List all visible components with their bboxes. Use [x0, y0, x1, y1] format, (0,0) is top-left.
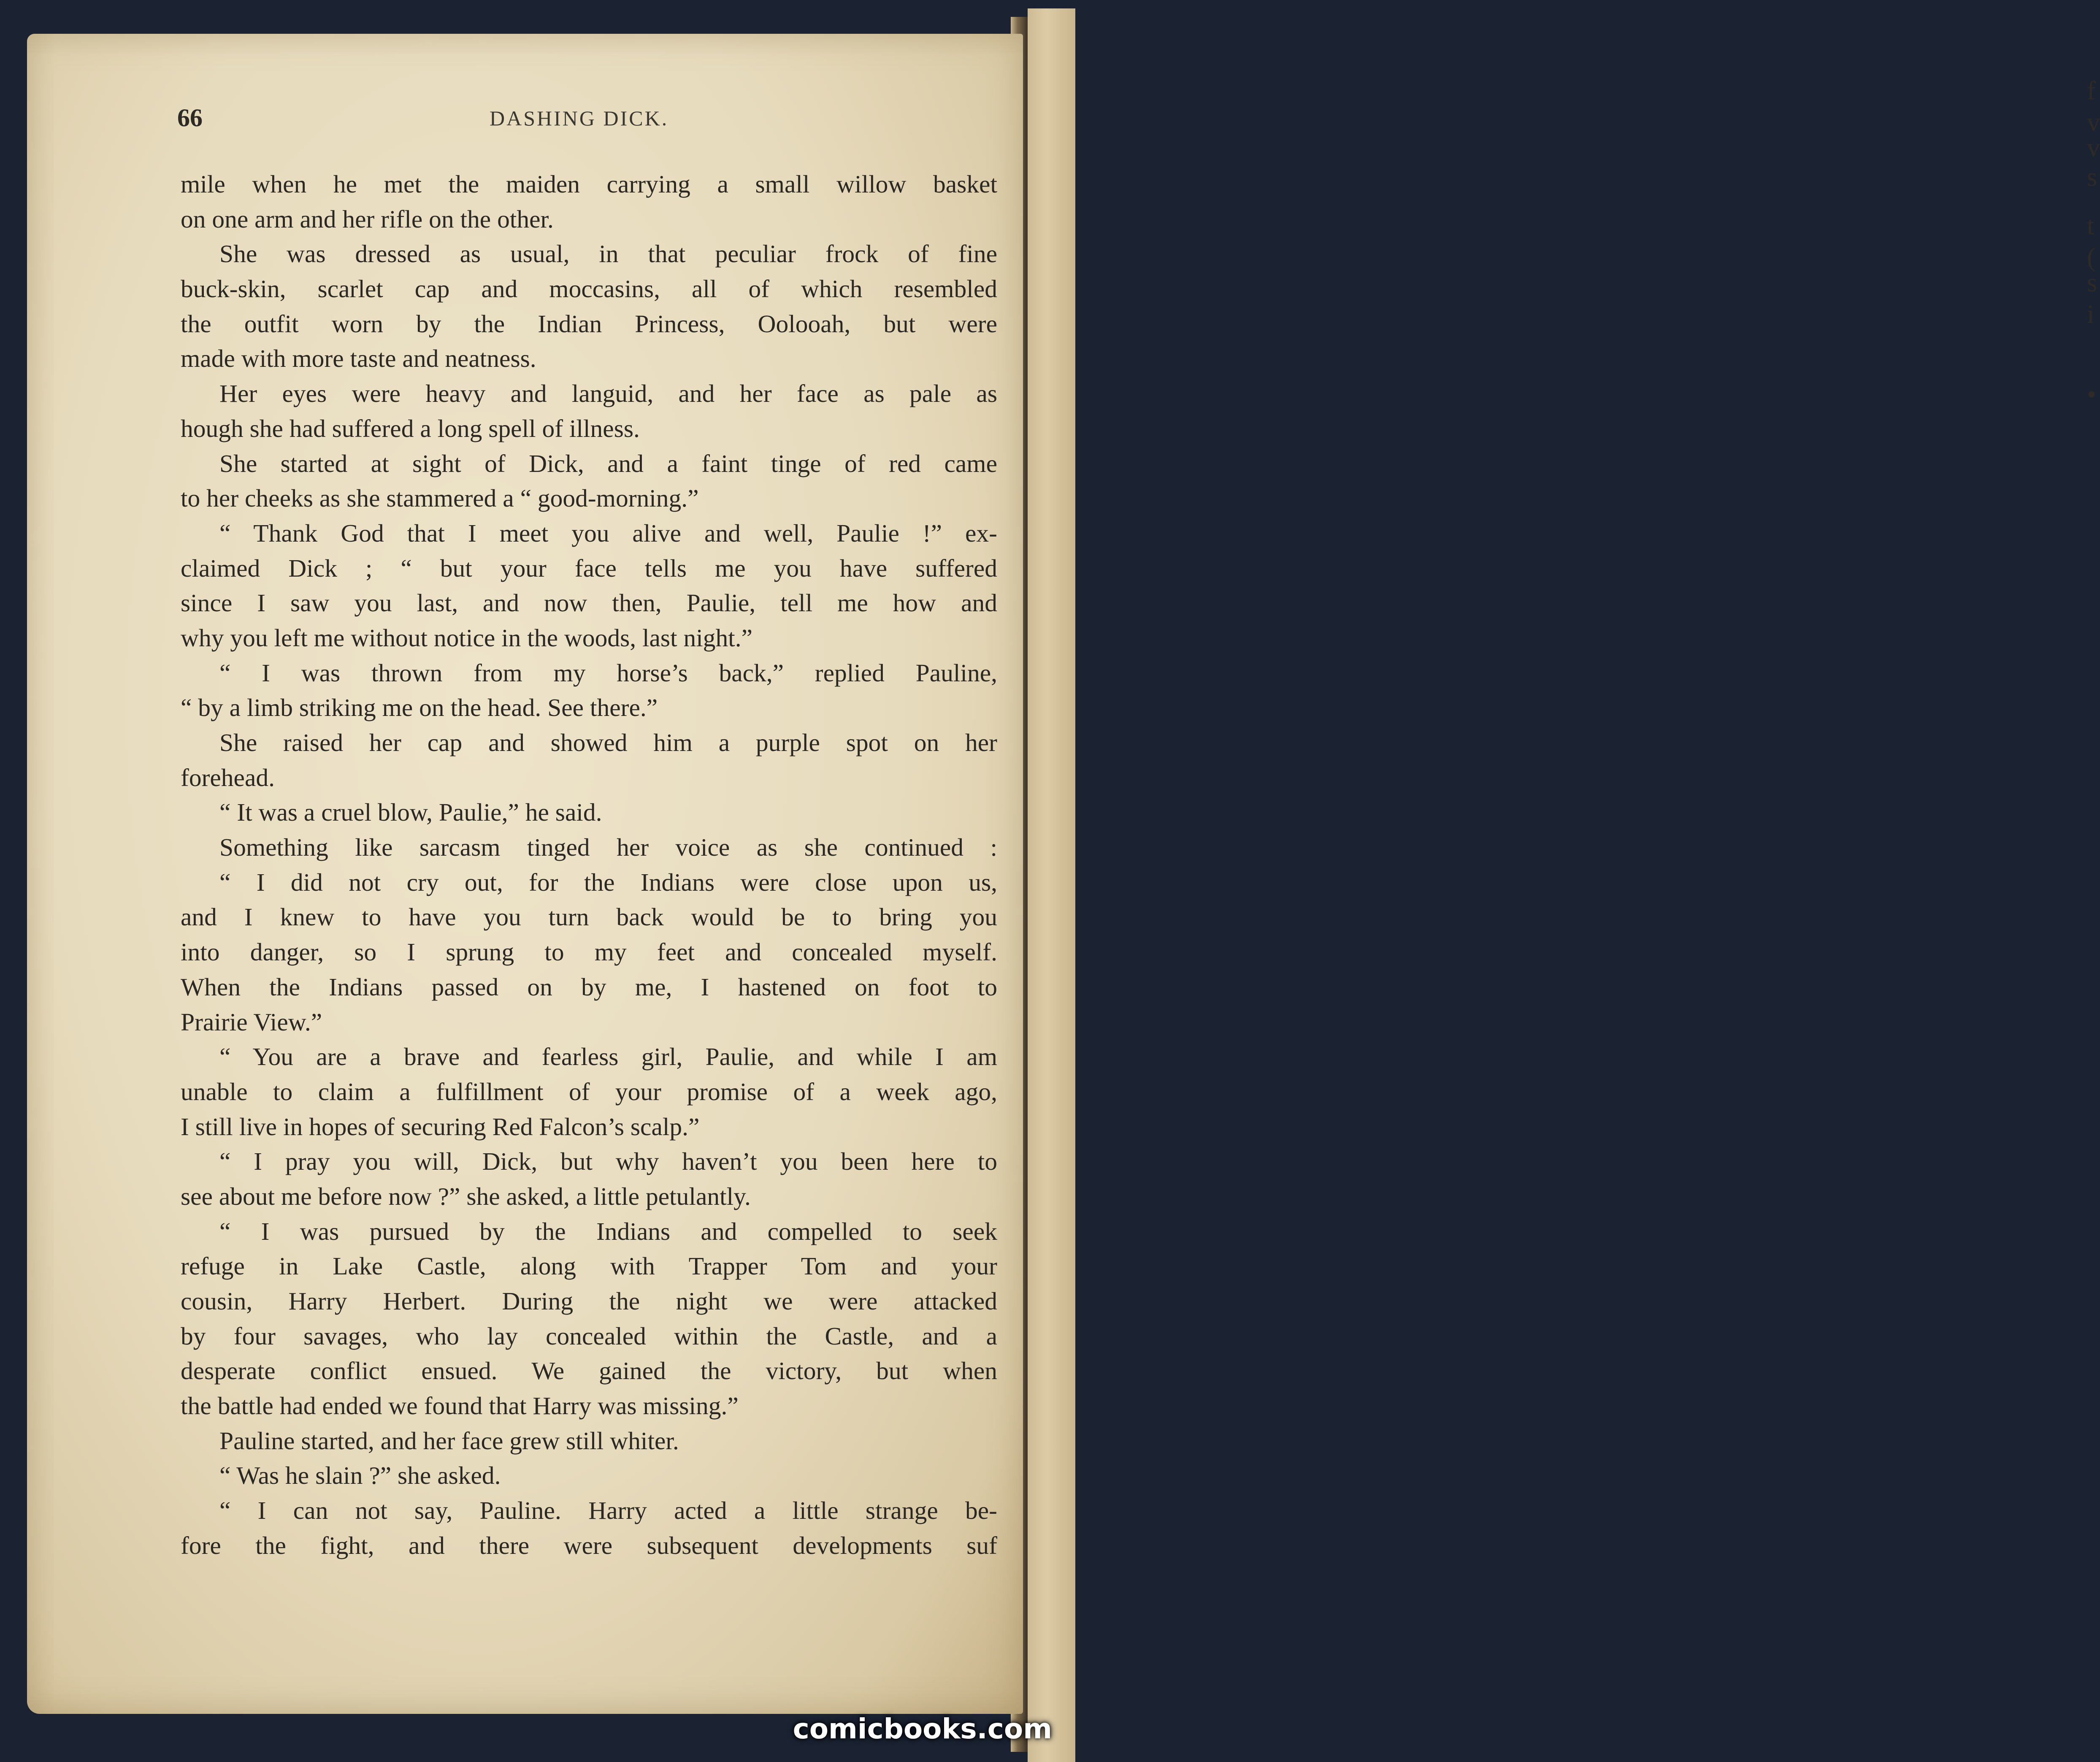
text-line: see about me before now ?” she asked, a little petulantly. — [181, 1182, 751, 1210]
text-line: on one arm and her rifle on the other. — [181, 205, 554, 233]
text-line: made with more taste and neatness. — [181, 344, 536, 373]
book-title: DASHING DICK. — [490, 106, 669, 130]
text-line: Something like sarcasm tinged her voice as she continued : — [219, 833, 997, 862]
text-line: Prairie View.” — [181, 1008, 322, 1036]
watermark: comicbooks.com — [793, 1713, 1052, 1745]
text-line: forehead. — [181, 763, 275, 792]
running-head — [177, 103, 996, 137]
text-line: cousin, Harry Herbert. During the night we were attacked — [181, 1287, 997, 1315]
text-line: mile when he met the maiden carrying a small willow basket — [181, 170, 997, 198]
text-line: buck-skin, scarlet cap and moccasins, all of which resembled — [181, 275, 997, 303]
text-line: She started at sight of Dick, and a faint tinge of red came — [219, 449, 997, 477]
text-line: fore the fight, and there were subsequent developments suf — [181, 1531, 997, 1559]
adjacent-page-fragment: i — [2087, 300, 2095, 329]
adjacent-page-fragment: s — [2087, 163, 2097, 192]
text-line: hough she had suffered a long spell of illness. — [181, 414, 640, 442]
body-text — [181, 167, 997, 1563]
adjacent-page-fragment: f — [2087, 76, 2096, 105]
text-line: “ by a limb striking me on the head. See there.” — [181, 694, 658, 722]
text-line: Her eyes were heavy and languid, and her face as pale as — [219, 380, 997, 408]
text-line: “ I was thrown from my horse’s back,” replied Pauline, — [219, 659, 997, 687]
adjacent-page-edge — [1028, 8, 2100, 1762]
text-line: “ I did not cry out, for the Indians were close upon us, — [219, 868, 997, 896]
text-line: She was dressed as usual, in that peculiar frock of fine — [219, 240, 997, 268]
text-line: “ Was he slain ?” she asked. — [219, 1461, 501, 1490]
adjacent-page-fragment: • — [2087, 380, 2096, 409]
text-line: desperate conflict ensued. We gained the victory, but when — [181, 1357, 997, 1385]
text-line: “ I can not say, Pauline. Harry acted a little strange be- — [219, 1496, 997, 1525]
text-line: “ Thank God that I meet you alive and well, Paulie !” ex- — [219, 519, 997, 547]
text-line: to her cheeks as she stammered a “ good-morning.” — [181, 484, 699, 512]
page-number: 66 — [177, 104, 203, 132]
text-line: claimed Dick ; “ but your face tells me you have suffered — [181, 554, 997, 582]
adjacent-page-fragment: v — [2087, 108, 2100, 137]
adjacent-page-fragment: t — [2087, 211, 2095, 240]
text-line: the battle had ended we found that Harry was missing.” — [181, 1392, 739, 1420]
text-line: “ I pray you will, Dick, but why haven’t you been here to — [219, 1147, 997, 1176]
text-line: since I saw you last, and now then, Paulie, tell me how and — [181, 589, 997, 617]
text-line: into danger, so I sprung to my feet and concealed myself. — [181, 938, 997, 966]
text-line: When the Indians passed on by me, I hastened on foot to — [181, 973, 997, 1001]
text-line: and I knew to have you turn back would be to bring you — [181, 903, 997, 931]
text-line: She raised her cap and showed him a purple spot on her — [219, 729, 997, 756]
text-line: “ You are a brave and fearless girl, Paulie, and while I am — [219, 1043, 997, 1071]
text-line: the outfit worn by the Indian Princess, Oolooah, but were — [181, 309, 997, 338]
text-line: I still live in hopes of securing Red Falcon’s scalp.” — [181, 1112, 700, 1141]
text-line: unable to claim a fulfillment of your promise of a week ago, — [181, 1077, 997, 1106]
text-line: by four savages, who lay concealed within the Castle, and a — [181, 1322, 997, 1350]
adjacent-page-fragment: ( — [2087, 243, 2096, 272]
text-line: “ I was pursued by the Indians and compelled to seek — [219, 1217, 997, 1245]
text-line: why you left me without notice in the woods, last night.” — [181, 623, 753, 652]
text-line: Pauline started, and her face grew still whiter. — [219, 1426, 679, 1455]
text-line: “ It was a cruel blow, Paulie,” he said. — [219, 798, 602, 827]
adjacent-page-fragment: s — [2087, 268, 2097, 297]
adjacent-page-fragment: v — [2087, 133, 2100, 162]
text-line: refuge in Lake Castle, along with Trapper Tom and your — [181, 1252, 997, 1280]
